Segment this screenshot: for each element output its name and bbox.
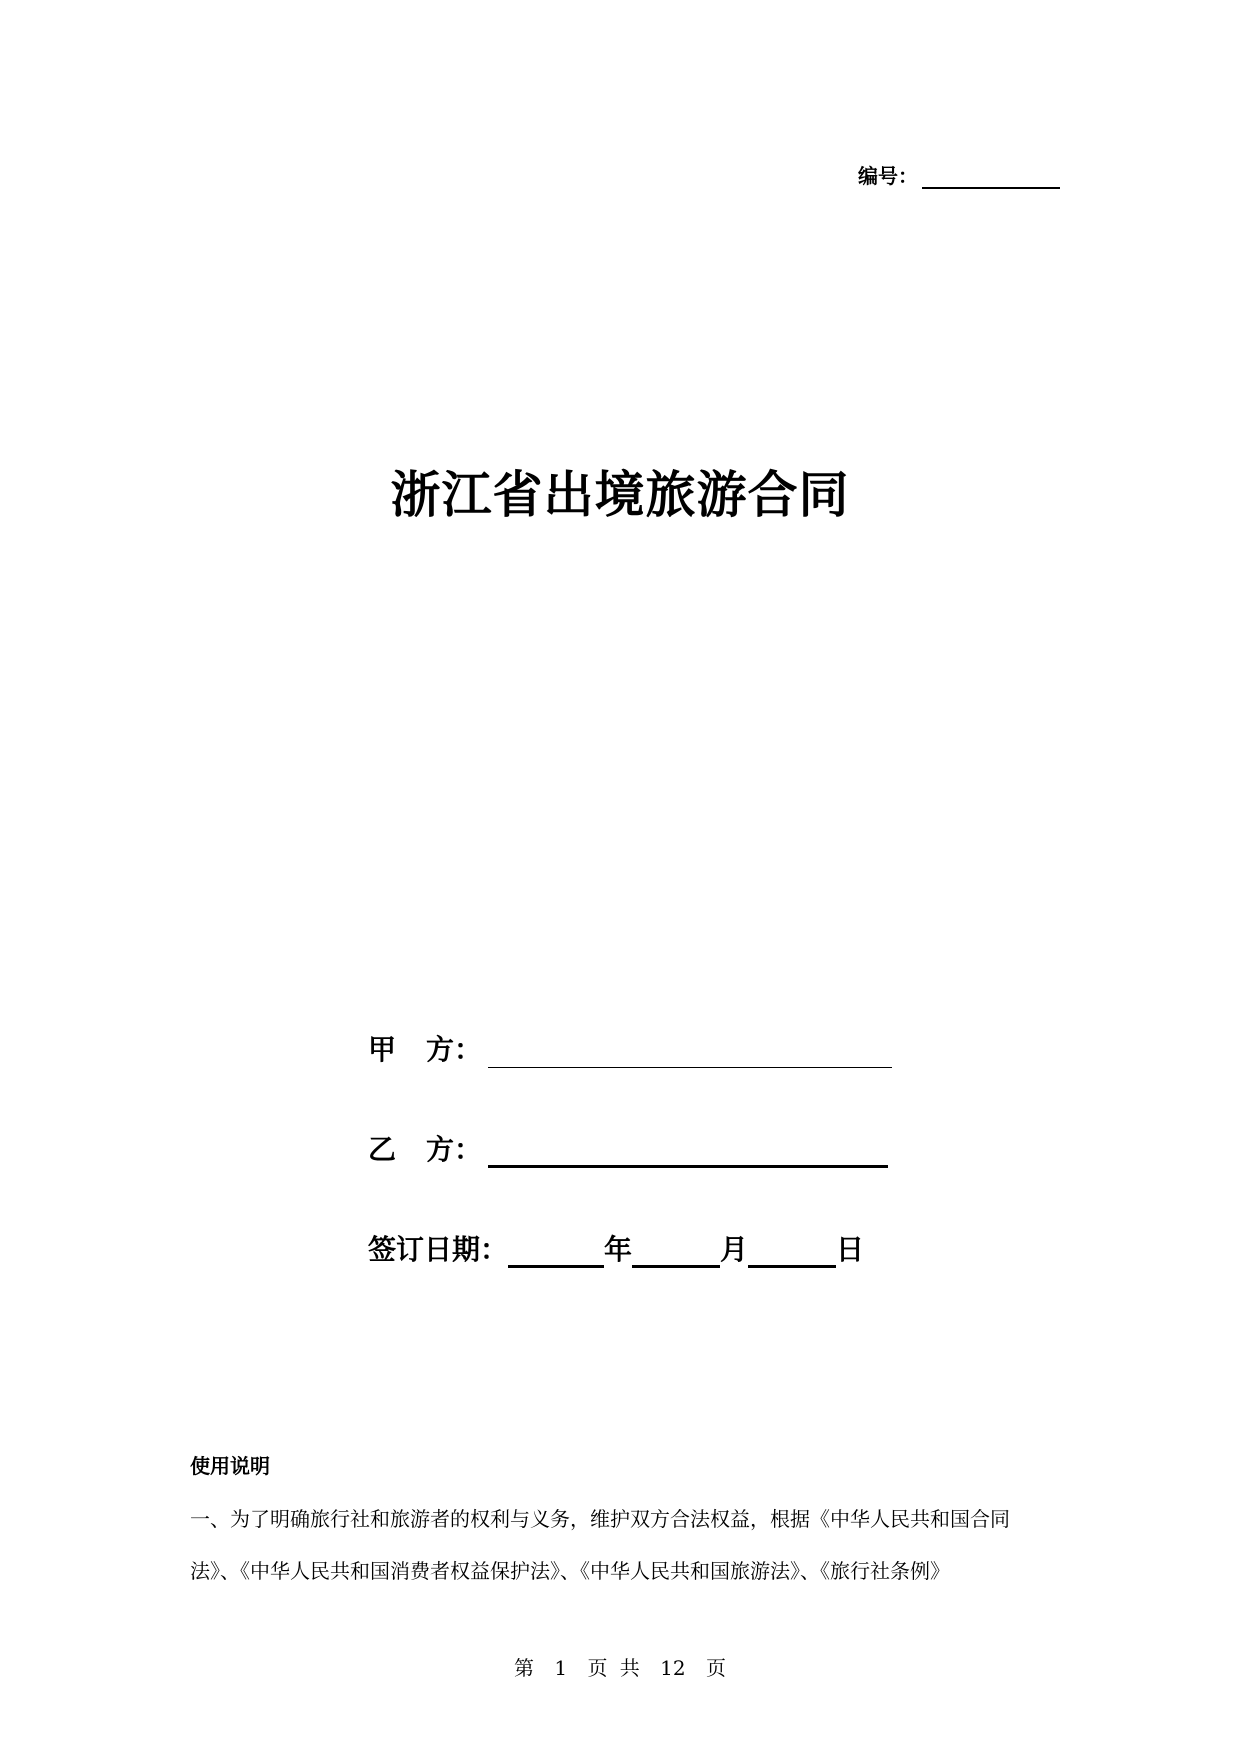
serial-blank-line[interactable] [922, 169, 1060, 189]
page-footer [0, 1652, 1240, 1681]
party-b-row [368, 1128, 888, 1168]
serial-number [858, 160, 1060, 189]
serial-label: 编号： [858, 164, 918, 188]
month-blank-line[interactable] [632, 1241, 720, 1268]
page-suffix: 页 [705, 1656, 726, 1680]
day-blank-line[interactable] [748, 1241, 836, 1268]
party-a-blank-line[interactable] [488, 1043, 892, 1068]
party-a-row [368, 1028, 892, 1068]
party-b-label-char2: 方： [426, 1133, 483, 1166]
page-mid: 页 共 [587, 1656, 640, 1680]
party-b-blank-line[interactable] [488, 1141, 888, 1168]
year-label: 年 [604, 1233, 633, 1266]
sign-date-row [368, 1228, 864, 1268]
page-prefix: 第 [514, 1656, 534, 1680]
page-current: 1 [554, 1656, 568, 1680]
party-b-label-char1: 乙 [368, 1133, 397, 1166]
party-a-label-char2: 方： [426, 1033, 483, 1066]
party-a-label-char1: 甲 [368, 1033, 397, 1066]
year-blank-line[interactable] [508, 1241, 604, 1268]
notes-body [190, 1493, 1056, 1597]
sign-date-label: 签订日期： [368, 1233, 509, 1266]
month-label: 月 [720, 1233, 749, 1266]
day-label: 日 [836, 1233, 865, 1266]
notes-line: 法》、《中华人民共和国消费者权益保护法》、《中华人民共和国旅游法》、《旅行社条例》 [190, 1559, 950, 1583]
document-title: 浙江省出境旅游合同 [390, 465, 850, 524]
page-total: 12 [660, 1656, 686, 1680]
notes-line: 一、为了明确旅行社和旅游者的权利与义务，维护双方合法权益，根据《中华人民共和国合同 [190, 1507, 1010, 1531]
notes-heading: 使用说明 [190, 1454, 270, 1478]
